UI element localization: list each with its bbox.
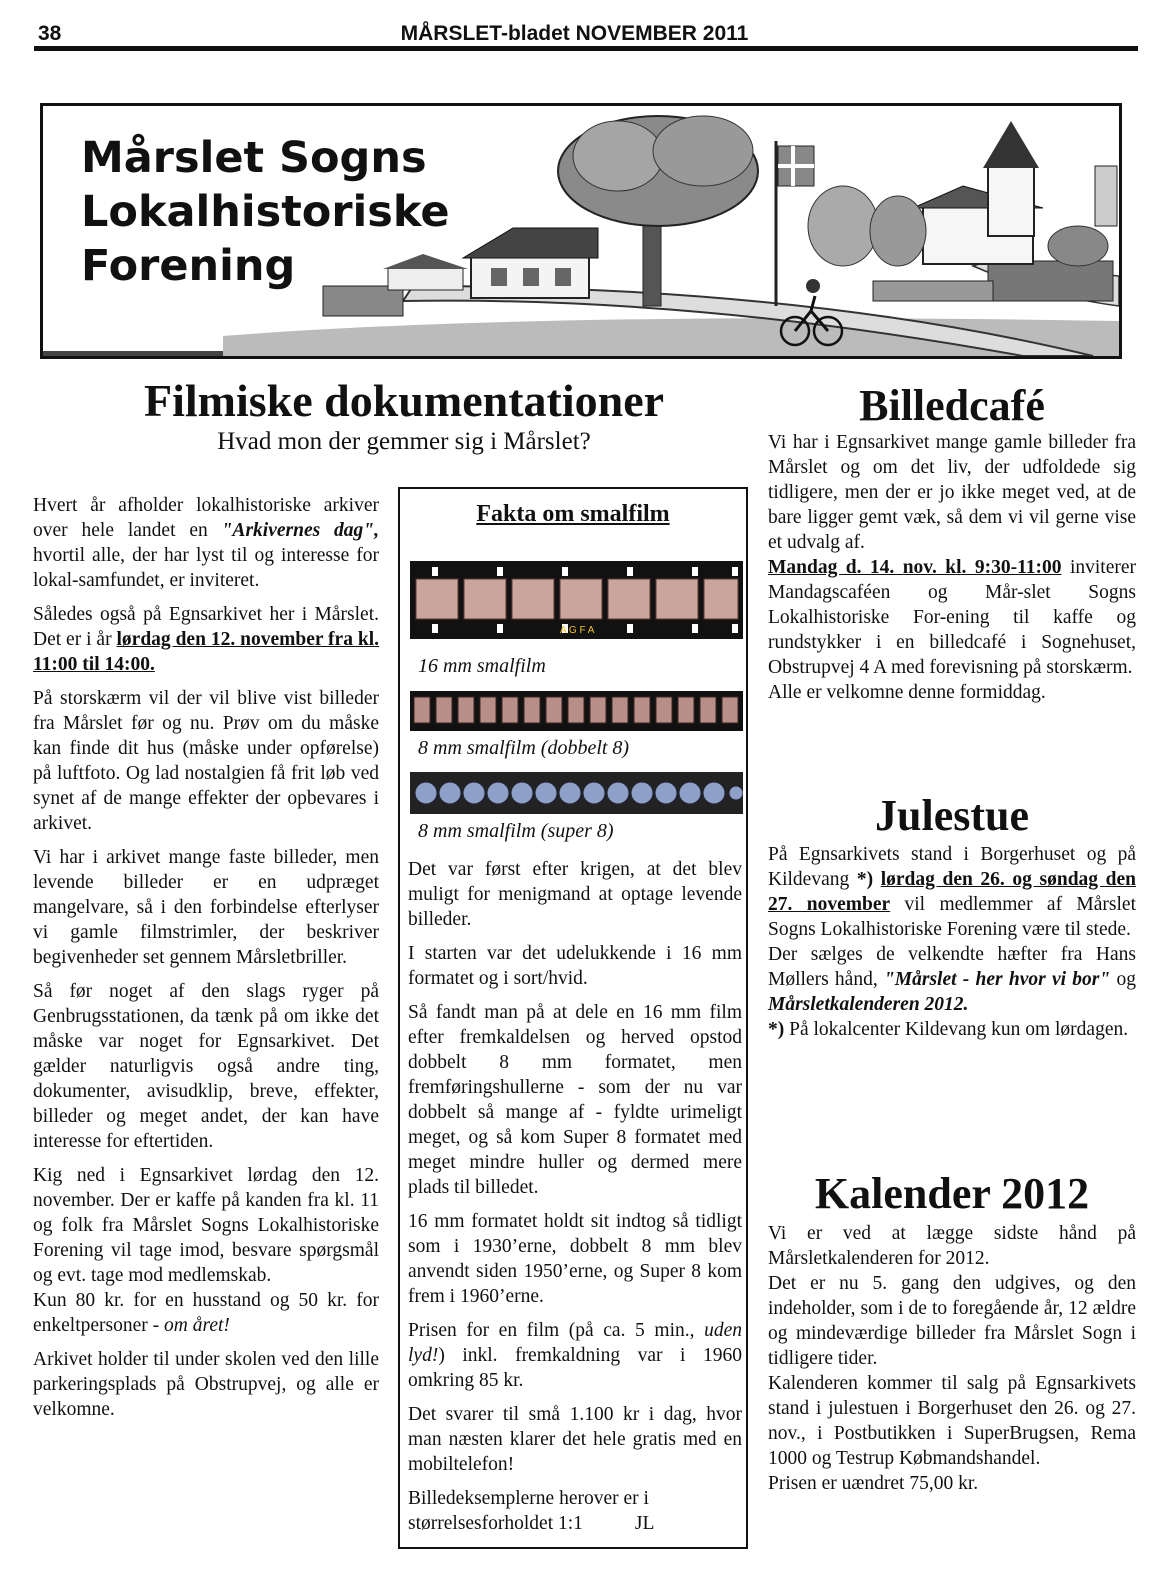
paragraph: Vi har i Egnsarkivet mange gamle billeder fra Mårslet og om det liv, der udfoldede sig tidligere, men der er jo ikke meget ved, at de bare ligger gemt væk, så dem vi vil gerne vise et udvalg af. [768,432,1136,553]
paragraph: Arkivet holder til under skolen ved den lille parkeringsplads på Obstrupvej, og alle er velkomne. [33,1349,379,1420]
kalender-body [768,1221,1136,1496]
film-caption: 8 mm smalfilm (super 8) [418,820,614,842]
billedcafe-title: Billedcafé [859,381,1045,430]
paragraph: Hvert år afholder lokalhistoriske arkiver over hele landet en "Arkivernes dag", hvortil alle, der har lyst til og interesse for lokal-samfundet, er inviteret. [33,495,379,591]
author-signature: JL [634,1513,655,1534]
banner-title-line: Mårslet Sogns [81,133,427,183]
paragraph: På storskærm vil der vil blive vist billeder fra Mårslet før og nu. Prøv om du måske kan finde dit hus (måske under opførelse) på luftfoto. Og lad nostalgien få frit løb ved synet af de mange effekter der opbevares i arkivet. [33,688,379,834]
paragraph: Således også på Egnsarkivet her i Mårslet. Det er i år lørdag den 12. november fra kl. 11:00 til 14:00. [33,604,379,675]
film-16mm-strip-icon [410,561,743,639]
article-title: Filmiske dokumentationer [143,375,665,426]
paragraph: På Egnsarkivets stand i Borgerhuset og på Kildevang *) lørdag den 26. og søndag den 27. november vil medlemmer af Mårslet Sogns Lokalhistoriske Forening være til stede. [768,844,1137,940]
banner [40,103,1122,359]
paragraph: Kig ned i Egnsarkivet lørdag den 12. november. Der er kaffe på kanden fra kl. 11 og folk fra Mårslet Sogns Lokalhistoriske Forening vil tage imod, besvare spørgsmål og evt. tage mod medlemskab. [33,1165,379,1286]
paragraph: Så før noget af den slags ryger på Genbrugsstationen, da tænk på om ikke det måske var noget for Egnsarkivet. Det gælder naturligvis også andre ting, dokumenter, avisudklip, breve, effekter, billeder og meget andet, der kan have interesse for eftertiden. [33,981,379,1152]
masthead: MÅRSLET-bladet NOVEMBER 2011 [400,22,749,45]
paragraph: Der sælges de velkendte hæfter fra Hans Møllers hånd, "Mårslet - her hvor vi bor" og Mårsletkalenderen 2012. [768,944,1136,1015]
paragraph: Vi er ved at lægge sidste hånd på Mårsletkalenderen for 2012. [768,1223,1136,1269]
film-caption: 16 mm smalfilm [418,655,546,677]
paragraph: Mandag d. 14. nov. kl. 9:30-11:00 inviterer Mandagscaféen og Mår-slet Sogns Lokalhistoriske For-ening til kaffe og rundstykker i en billedcafé i Sognehuset, Obstrupvej 4 A med forevisning på storskærm. [768,557,1136,678]
paragraph: Billedeksemplerne herover er i størrelsesforholdet 1:1 JL [408,1488,655,1534]
film-caption: 8 mm smalfilm (dobbelt 8) [418,737,630,759]
header-rule [34,46,1138,51]
paragraph: Det er nu 5. gang den udgives, og den indeholder, som i de to foregående år, 12 ældre og mindeværdige billeder fra Mårslet Sogn i tidligere tider. [768,1273,1136,1369]
banner-title-line: Lokalhistoriske [81,187,450,237]
film-super8-strip-icon [410,772,743,814]
paragraph: Alle er velkomne denne formiddag. [768,682,1046,703]
paragraph: I starten var det udelukkende i 16 mm formatet og i sort/hvid. [408,943,742,989]
kalender-title: Kalender 2012 [814,1169,1090,1218]
paragraph: 16 mm formatet holdt sit indtog så tidligt som i 1930’erne, dobbelt 8 mm blev anvendt siden 1950’erne, og Super 8 kom frem i 1960’erne. [408,1211,742,1307]
banner-title [81,131,449,293]
paragraph: Prisen for en film (på ca. 5 min., uden lyd!) inkl. fremkaldning var i 1960 omkring 85 kr. [408,1320,742,1391]
article-subtitle: Hvad mon der gemmer sig i Mårslet? [217,428,591,455]
fact-box [398,487,748,1549]
paragraph: Det var først efter krigen, at det blev muligt for menigmand at optage levende billeder. [408,859,742,930]
page-number: 38 [38,22,62,45]
julestue-title: Julestue [875,791,1029,840]
paragraph: Prisen er uændret 75,00 kr. [768,1473,979,1494]
julestue-body [768,842,1136,1042]
paragraph: Kun 80 kr. for en husstand og 50 kr. for enkeltpersoner - om året! [33,1290,379,1336]
film-brand-text: A G F A [560,625,595,636]
fact-box-title: Fakta om smalfilm [476,501,670,527]
paragraph: Vi har i arkivet mange faste billeder, men levende billeder er en udpræget mangelvare, så i den forbindelse efterlyser vi gamle filmstrimler, der beskriver begivenheder set gennem Mårsletbriller. [33,847,379,968]
billedcafe-body [768,430,1136,705]
paragraph: Det svarer til små 1.100 kr i dag, hvor man næsten klarer det hele gratis med en mobiltelefon! [408,1404,742,1475]
paragraph: *) På lokalcenter Kildevang kun om lørdagen. [768,1019,1129,1040]
paragraph: Kalenderen kommer til salg på Egnsarkivets stand i julestuen i Borgerhuset den 26. og 27. nov., i Postbutikken i SuperBrugsen, Rema 1000 og Testrup Købmandshandel. [768,1373,1136,1469]
banner-title-line: Forening [81,241,296,291]
fact-box-body [408,857,742,1545]
paragraph: Så fandt man på at dele en 16 mm film efter fremkaldelsen og herved opstod dobbelt 8 mm formatet, men fremføringshullerne - som der nu var dobbelt så mange af - fyldte urimeligt meget, og så kom Super 8 formatet med meget mindre huller og dermed mere plads til billedet. [408,1002,742,1198]
film-double8-strip-icon [410,691,743,731]
article-body [33,493,379,1431]
